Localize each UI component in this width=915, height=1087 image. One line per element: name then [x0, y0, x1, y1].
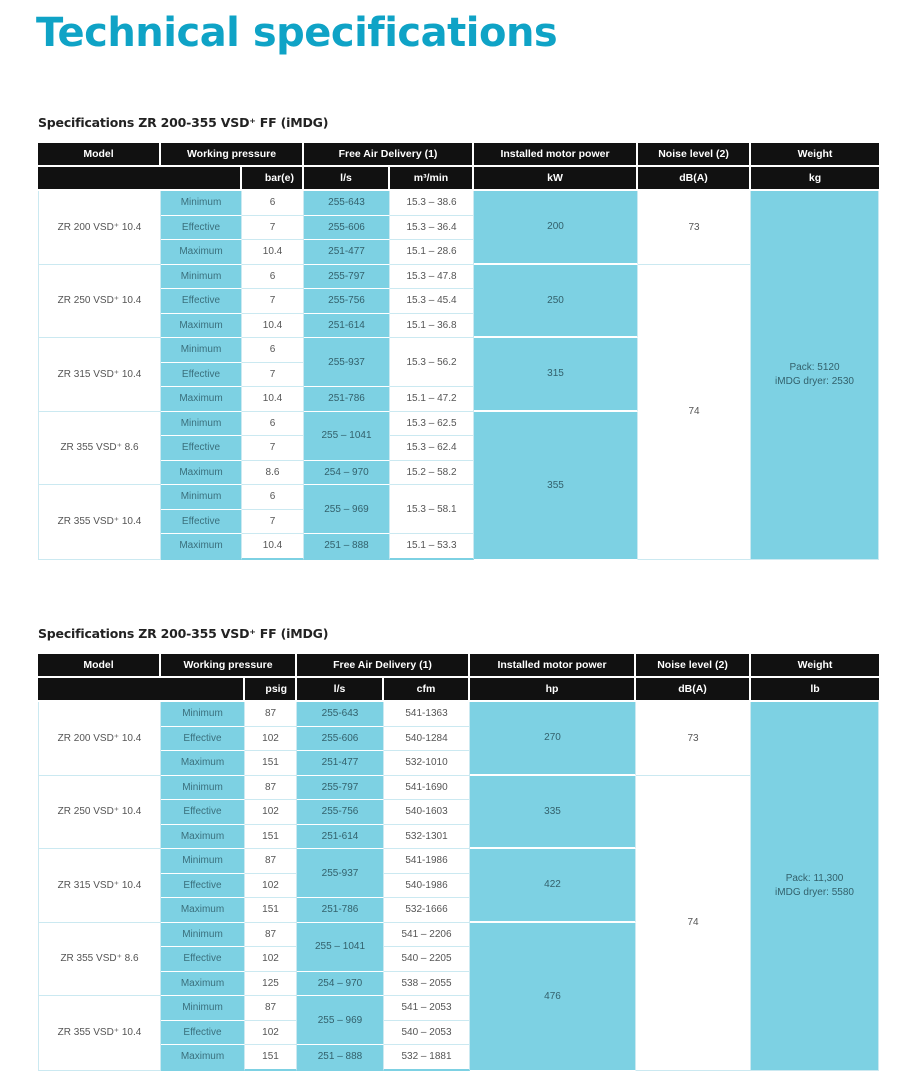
- pressure-value: 7: [242, 363, 304, 388]
- weight-cell: [751, 191, 879, 560]
- header-motor-power: Installed motor power: [470, 654, 636, 678]
- flow-ls: 254 – 970: [304, 461, 390, 486]
- motor-power: 476: [470, 923, 636, 1071]
- model-name: ZR 315 VSD⁺ 10.4: [38, 338, 161, 412]
- header-motor-power: Installed motor power: [474, 143, 638, 167]
- flow-m3: 15.3 – 58.1: [390, 485, 474, 534]
- pressure-label: Effective: [161, 216, 242, 241]
- model-name: ZR 355 VSD⁺ 8.6: [38, 923, 161, 997]
- pressure-value: 10.4: [242, 314, 304, 339]
- unit-flow-cfm: cfm: [384, 678, 470, 702]
- pressure-label: Effective: [161, 874, 245, 899]
- pressure-label: Effective: [161, 363, 242, 388]
- pressure-label: Maximum: [161, 751, 245, 776]
- pressure-label: Minimum: [161, 849, 245, 874]
- pressure-value: 7: [242, 510, 304, 535]
- unit-noise: dB(A): [636, 678, 751, 702]
- flow-ls: 255-797: [304, 265, 390, 290]
- flow-ls: 251-614: [304, 314, 390, 339]
- pressure-value: 10.4: [242, 534, 304, 560]
- flow-cfm: 532-1666: [384, 898, 470, 923]
- pressure-label: Minimum: [161, 996, 245, 1021]
- pressure-value: 87: [245, 996, 297, 1021]
- pressure-value: 102: [245, 800, 297, 825]
- header-row: [38, 143, 879, 167]
- model-name: ZR 250 VSD⁺ 10.4: [38, 265, 161, 339]
- flow-m3: 15.3 – 62.5: [390, 412, 474, 437]
- pressure-label: Effective: [161, 727, 245, 752]
- motor-power: 422: [470, 849, 636, 923]
- units-blank: [38, 167, 242, 191]
- pressure-value: 6: [242, 338, 304, 363]
- units-row: [38, 167, 879, 191]
- pressure-value: 151: [245, 825, 297, 850]
- flow-m3: 15.3 – 47.8: [390, 265, 474, 290]
- model-name: ZR 200 VSD⁺ 10.4: [38, 702, 161, 776]
- flow-cfm: 532-1010: [384, 751, 470, 776]
- flow-m3: 15.3 – 62.4: [390, 436, 474, 461]
- motor-power: 315: [474, 338, 638, 412]
- flow-cfm: 532 – 1881: [384, 1045, 470, 1071]
- flow-ls: 255-606: [304, 216, 390, 241]
- pressure-value: 151: [245, 751, 297, 776]
- header-weight: Weight: [751, 143, 879, 167]
- table-row: [38, 191, 879, 216]
- flow-ls: 255-756: [297, 800, 384, 825]
- table-row: [38, 702, 879, 727]
- pressure-value: 8.6: [242, 461, 304, 486]
- header-model: Model: [38, 654, 161, 678]
- weight-pack: Pack: 11,300: [785, 872, 844, 884]
- spec-table-imperial: [38, 654, 879, 1071]
- flow-cfm: 541 – 2053: [384, 996, 470, 1021]
- model-name: ZR 355 VSD⁺ 10.4: [38, 485, 161, 560]
- flow-m3: 15.1 – 36.8: [390, 314, 474, 339]
- flow-cfm: 541-1690: [384, 776, 470, 801]
- header-noise-level: Noise level (2): [636, 654, 751, 678]
- pressure-label: Minimum: [161, 776, 245, 801]
- pressure-value: 102: [245, 874, 297, 899]
- header-weight: Weight: [751, 654, 879, 678]
- flow-ls: 251-786: [297, 898, 384, 923]
- units-blank: [38, 678, 245, 702]
- pressure-value: 87: [245, 923, 297, 948]
- flow-m3: 15.1 – 47.2: [390, 387, 474, 412]
- motor-power: 270: [470, 702, 636, 776]
- motor-power: 335: [470, 776, 636, 850]
- pressure-value: 102: [245, 1021, 297, 1046]
- flow-ls: 255 – 1041: [304, 412, 390, 461]
- header-free-air-delivery: Free Air Delivery (1): [304, 143, 474, 167]
- motor-power: 250: [474, 265, 638, 339]
- spec-section-imperial: [38, 626, 879, 1071]
- pressure-value: 6: [242, 191, 304, 216]
- pressure-label: Effective: [161, 436, 242, 461]
- flow-ls: 251-786: [304, 387, 390, 412]
- model-name: ZR 315 VSD⁺ 10.4: [38, 849, 161, 923]
- flow-ls: 255 – 969: [297, 996, 384, 1045]
- pressure-label: Minimum: [161, 485, 242, 510]
- pressure-label: Minimum: [161, 338, 242, 363]
- flow-ls: 251-477: [304, 240, 390, 265]
- noise-level: 73: [638, 191, 751, 265]
- pressure-value: 10.4: [242, 240, 304, 265]
- flow-m3: 15.3 – 38.6: [390, 191, 474, 216]
- flow-cfm: 540-1986: [384, 874, 470, 899]
- pressure-label: Minimum: [161, 412, 242, 437]
- pressure-label: Minimum: [161, 265, 242, 290]
- pressure-value: 7: [242, 436, 304, 461]
- unit-weight: kg: [751, 167, 879, 191]
- pressure-value: 87: [245, 776, 297, 801]
- header-working-pressure: Working pressure: [161, 143, 304, 167]
- weight-cell: [751, 702, 879, 1071]
- flow-cfm: 538 – 2055: [384, 972, 470, 997]
- pressure-value: 6: [242, 265, 304, 290]
- pressure-label: Maximum: [161, 240, 242, 265]
- header-noise-level: Noise level (2): [638, 143, 751, 167]
- pressure-value: 7: [242, 216, 304, 241]
- pressure-label: Minimum: [161, 702, 245, 727]
- flow-m3: 15.3 – 45.4: [390, 289, 474, 314]
- model-name: ZR 200 VSD⁺ 10.4: [38, 191, 161, 265]
- flow-cfm: 540-1603: [384, 800, 470, 825]
- spec-section-metric: [38, 115, 879, 560]
- pressure-value: 102: [245, 947, 297, 972]
- unit-pressure: bar(e): [242, 167, 304, 191]
- pressure-label: Minimum: [161, 191, 242, 216]
- pressure-label: Maximum: [161, 1045, 245, 1071]
- flow-ls: 255 – 1041: [297, 923, 384, 972]
- header-working-pressure: Working pressure: [161, 654, 297, 678]
- unit-weight: lb: [751, 678, 879, 702]
- pressure-value: 151: [245, 898, 297, 923]
- model-name: ZR 355 VSD⁺ 8.6: [38, 412, 161, 486]
- header-row: [38, 654, 879, 678]
- pressure-label: Maximum: [161, 825, 245, 850]
- model-name: ZR 250 VSD⁺ 10.4: [38, 776, 161, 850]
- pressure-label: Maximum: [161, 461, 242, 486]
- pressure-label: Maximum: [161, 898, 245, 923]
- pressure-value: 87: [245, 702, 297, 727]
- flow-cfm: 541 – 2206: [384, 923, 470, 948]
- noise-level: 74: [638, 265, 751, 560]
- pressure-value: 102: [245, 727, 297, 752]
- page-title: Technical specifications: [36, 10, 558, 56]
- pressure-value: 6: [242, 412, 304, 437]
- flow-ls: 255-937: [297, 849, 384, 898]
- flow-ls: 251 – 888: [304, 534, 390, 560]
- flow-ls: 255-643: [304, 191, 390, 216]
- noise-level: 74: [636, 776, 751, 1071]
- pressure-value: 151: [245, 1045, 297, 1071]
- noise-level: 73: [636, 702, 751, 776]
- flow-cfm: 540 – 2205: [384, 947, 470, 972]
- pressure-label: Effective: [161, 510, 242, 535]
- flow-cfm: 540 – 2053: [384, 1021, 470, 1046]
- section-title: Specifications ZR 200-355 VSD⁺ FF (iMDG): [38, 115, 329, 130]
- flow-cfm: 541-1986: [384, 849, 470, 874]
- flow-ls: 255-643: [297, 702, 384, 727]
- pressure-value: 7: [242, 289, 304, 314]
- weight-dryer: iMDG dryer: 2530: [775, 375, 854, 387]
- pressure-label: Effective: [161, 947, 245, 972]
- flow-ls: 255-756: [304, 289, 390, 314]
- pressure-value: 10.4: [242, 387, 304, 412]
- flow-cfm: 532-1301: [384, 825, 470, 850]
- weight-pack: Pack: 5120: [789, 361, 840, 373]
- pressure-label: Minimum: [161, 923, 245, 948]
- unit-pressure: psig: [245, 678, 297, 702]
- header-model: Model: [38, 143, 161, 167]
- flow-ls: 251 – 888: [297, 1045, 384, 1071]
- section-title: Specifications ZR 200-355 VSD⁺ FF (iMDG): [38, 626, 329, 641]
- motor-power: 355: [474, 412, 638, 560]
- flow-m3: 15.1 – 28.6: [390, 240, 474, 265]
- flow-m3: 15.3 – 36.4: [390, 216, 474, 241]
- flow-ls: 255-606: [297, 727, 384, 752]
- pressure-value: 125: [245, 972, 297, 997]
- unit-flow-ls: l/s: [304, 167, 390, 191]
- model-name: ZR 355 VSD⁺ 10.4: [38, 996, 161, 1071]
- flow-cfm: 541-1363: [384, 702, 470, 727]
- flow-m3: 15.2 – 58.2: [390, 461, 474, 486]
- pressure-value: 87: [245, 849, 297, 874]
- unit-power: kW: [474, 167, 638, 191]
- pressure-label: Effective: [161, 289, 242, 314]
- flow-m3: 15.1 – 53.3: [390, 534, 474, 560]
- flow-cfm: 540-1284: [384, 727, 470, 752]
- flow-m3: 15.3 – 56.2: [390, 338, 474, 387]
- pressure-label: Maximum: [161, 314, 242, 339]
- flow-ls: 251-477: [297, 751, 384, 776]
- unit-noise: dB(A): [638, 167, 751, 191]
- unit-flow-ls: l/s: [297, 678, 384, 702]
- unit-power: hp: [470, 678, 636, 702]
- flow-ls: 255-937: [304, 338, 390, 387]
- unit-flow-m3: m³/min: [390, 167, 474, 191]
- spec-table-metric: [38, 143, 879, 560]
- flow-ls: 255-797: [297, 776, 384, 801]
- motor-power: 200: [474, 191, 638, 265]
- flow-ls: 255 – 969: [304, 485, 390, 534]
- pressure-label: Maximum: [161, 972, 245, 997]
- units-row: [38, 678, 879, 702]
- pressure-label: Maximum: [161, 534, 242, 560]
- flow-ls: 251-614: [297, 825, 384, 850]
- pressure-label: Maximum: [161, 387, 242, 412]
- pressure-value: 6: [242, 485, 304, 510]
- pressure-label: Effective: [161, 1021, 245, 1046]
- flow-ls: 254 – 970: [297, 972, 384, 997]
- header-free-air-delivery: Free Air Delivery (1): [297, 654, 470, 678]
- weight-dryer: iMDG dryer: 5580: [775, 886, 854, 898]
- pressure-label: Effective: [161, 800, 245, 825]
